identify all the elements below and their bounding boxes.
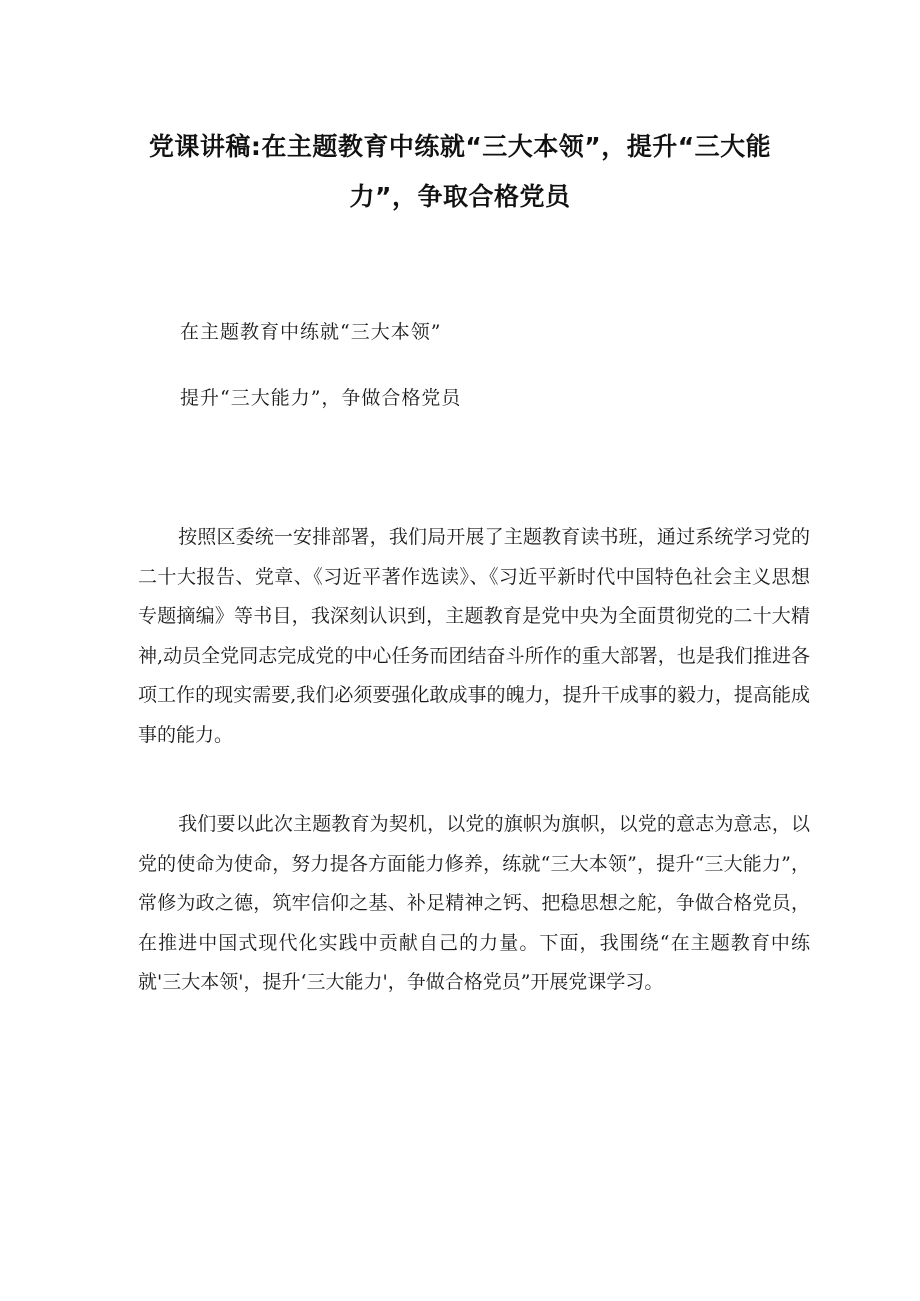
document-title: 党课讲稿:在主题教育中练就“三大本领”，提升“三大能力”，争取合格党员 [148, 132, 772, 211]
subheading-2: 提升“三大能力”，争做合格党员 [180, 387, 462, 409]
paragraph-1 [138, 518, 810, 755]
paragraph-2-text: 我们要以此次主题教育为契机，以党的旗帜为旗帜，以党的意志为意志，以党的使命为使命，努力提各方面能力修养，练就“三大本领”，提升“三大能力”，常修为政之德，筑牢信仰之基、补足精神之钙、把稳思想之舵，争做合格党员，在推进中国式现代化实践中贡献自己的力量。下面，我围绕“在主题教育中练就'三大本领'，提升‘三大能力'，争做合格党员”开展党课学习。 [138, 813, 810, 993]
paragraph-1-text: 按照区委统一安排部署，我们局开展了主题教育读书班，通过系统学习党的二十大报告、党章、《习近平著作选读》、《习近平新时代中国特色社会主义思想专题摘编》等书目，我深刻认识到，主题教育是党中央为全面贯彻党的二十大精神,动员全党同志完成党的中心任务而团结奋斗所作的重大部署，也是我们推进各项工作的现实需要,我们必须要强化敢成事的魄力，提升干成事的毅力，提高能成事的能力。 [138, 526, 810, 746]
subheading-1: 在主题教育中练就“三大本领” [180, 321, 442, 343]
paragraph-2 [138, 805, 810, 1003]
